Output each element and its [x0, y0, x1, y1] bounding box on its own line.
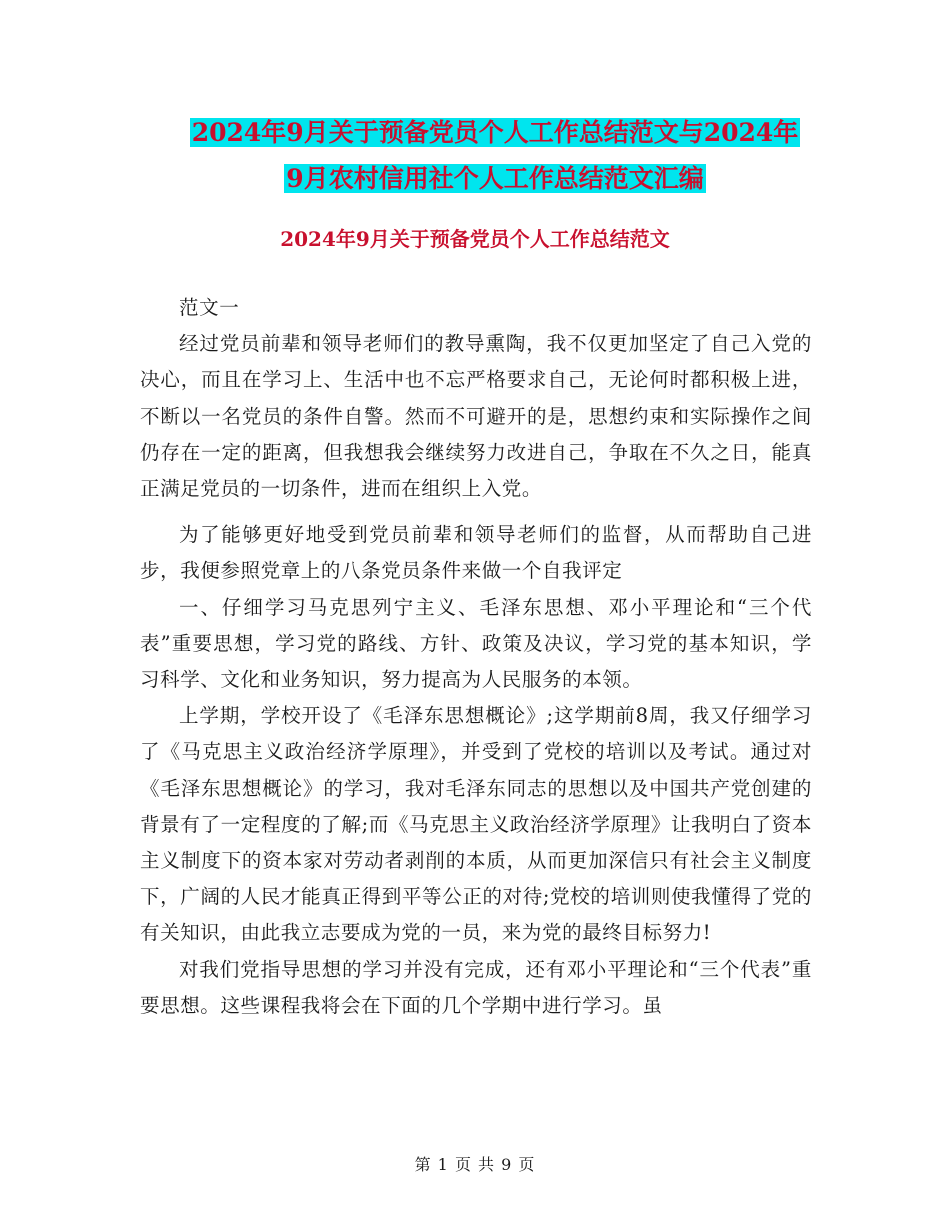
- paragraph: 范文一: [179, 296, 240, 319]
- document-body: [140, 290, 812, 1024]
- page-footer: 第 1 页 共 9 页: [414, 1155, 536, 1174]
- paragraph: 一、仔细学习马克思列宁主义、毛泽东思想、邓小平理论和“三个代表”重要思想，学习党的路线、方针、政策及决议，学习党的基本知识，学习科学、文化和业务知识，努力提高为人民服务的本领。: [140, 595, 812, 692]
- document-title: [150, 110, 840, 202]
- paragraph: 对我们党指导思想的学习并没有完成，还有邓小平理论和“三个代表”重要思想。这些课程我将会在下面的几个学期中进行学习。虽: [140, 957, 812, 1017]
- paragraph: 经过党员前辈和领导老师们的教导熏陶，我不仅更加坚定了自己入党的决心，而且在学习上、生活中也不忘严格要求自己，无论何时都积极上进，不断以一名党员的条件自警。然而不可避开的是，思想约束和实际操作之间仍存在一定的距离，但我想我会继续努力改进自己，争取在不久之日，能真正满足党员的一切条件，进而在组织上入党。: [140, 332, 812, 501]
- paragraph: 上学期，学校开设了《毛泽东思想概论》;这学期前8周，我又仔细学习了《马克思主义政治经济学原理》，并受到了党校的培训以及考试。通过对《毛泽东思想概论》的学习，我对毛泽东同志的思想以及中国共产党创建的背景有了一定程度的了解;而《马克思主义政治经济学原理》让我明白了资本主义制度下的资本家对劳动者剥削的本质，从而更加深信只有社会主义制度下，广阔的人民才能真正得到平等公正的对待;党校的培训则使我懂得了党的有关知识，由此我立志要成为党的一员，来为党的最终目标努力!: [140, 704, 812, 945]
- title-line-2: 9月农村信用社个人工作总结范文汇编: [286, 164, 704, 193]
- paragraph: 为了能够更好地受到党员前辈和领导老师们的监督，从而帮助自己进步，我便参照党章上的八条党员条件来做一个自我评定: [140, 523, 812, 583]
- section-title: 2024年9月关于预备党员个人工作总结范文: [280, 227, 670, 251]
- title-line-1: 2024年9月关于预备党员个人工作总结范文与2024年: [191, 118, 799, 147]
